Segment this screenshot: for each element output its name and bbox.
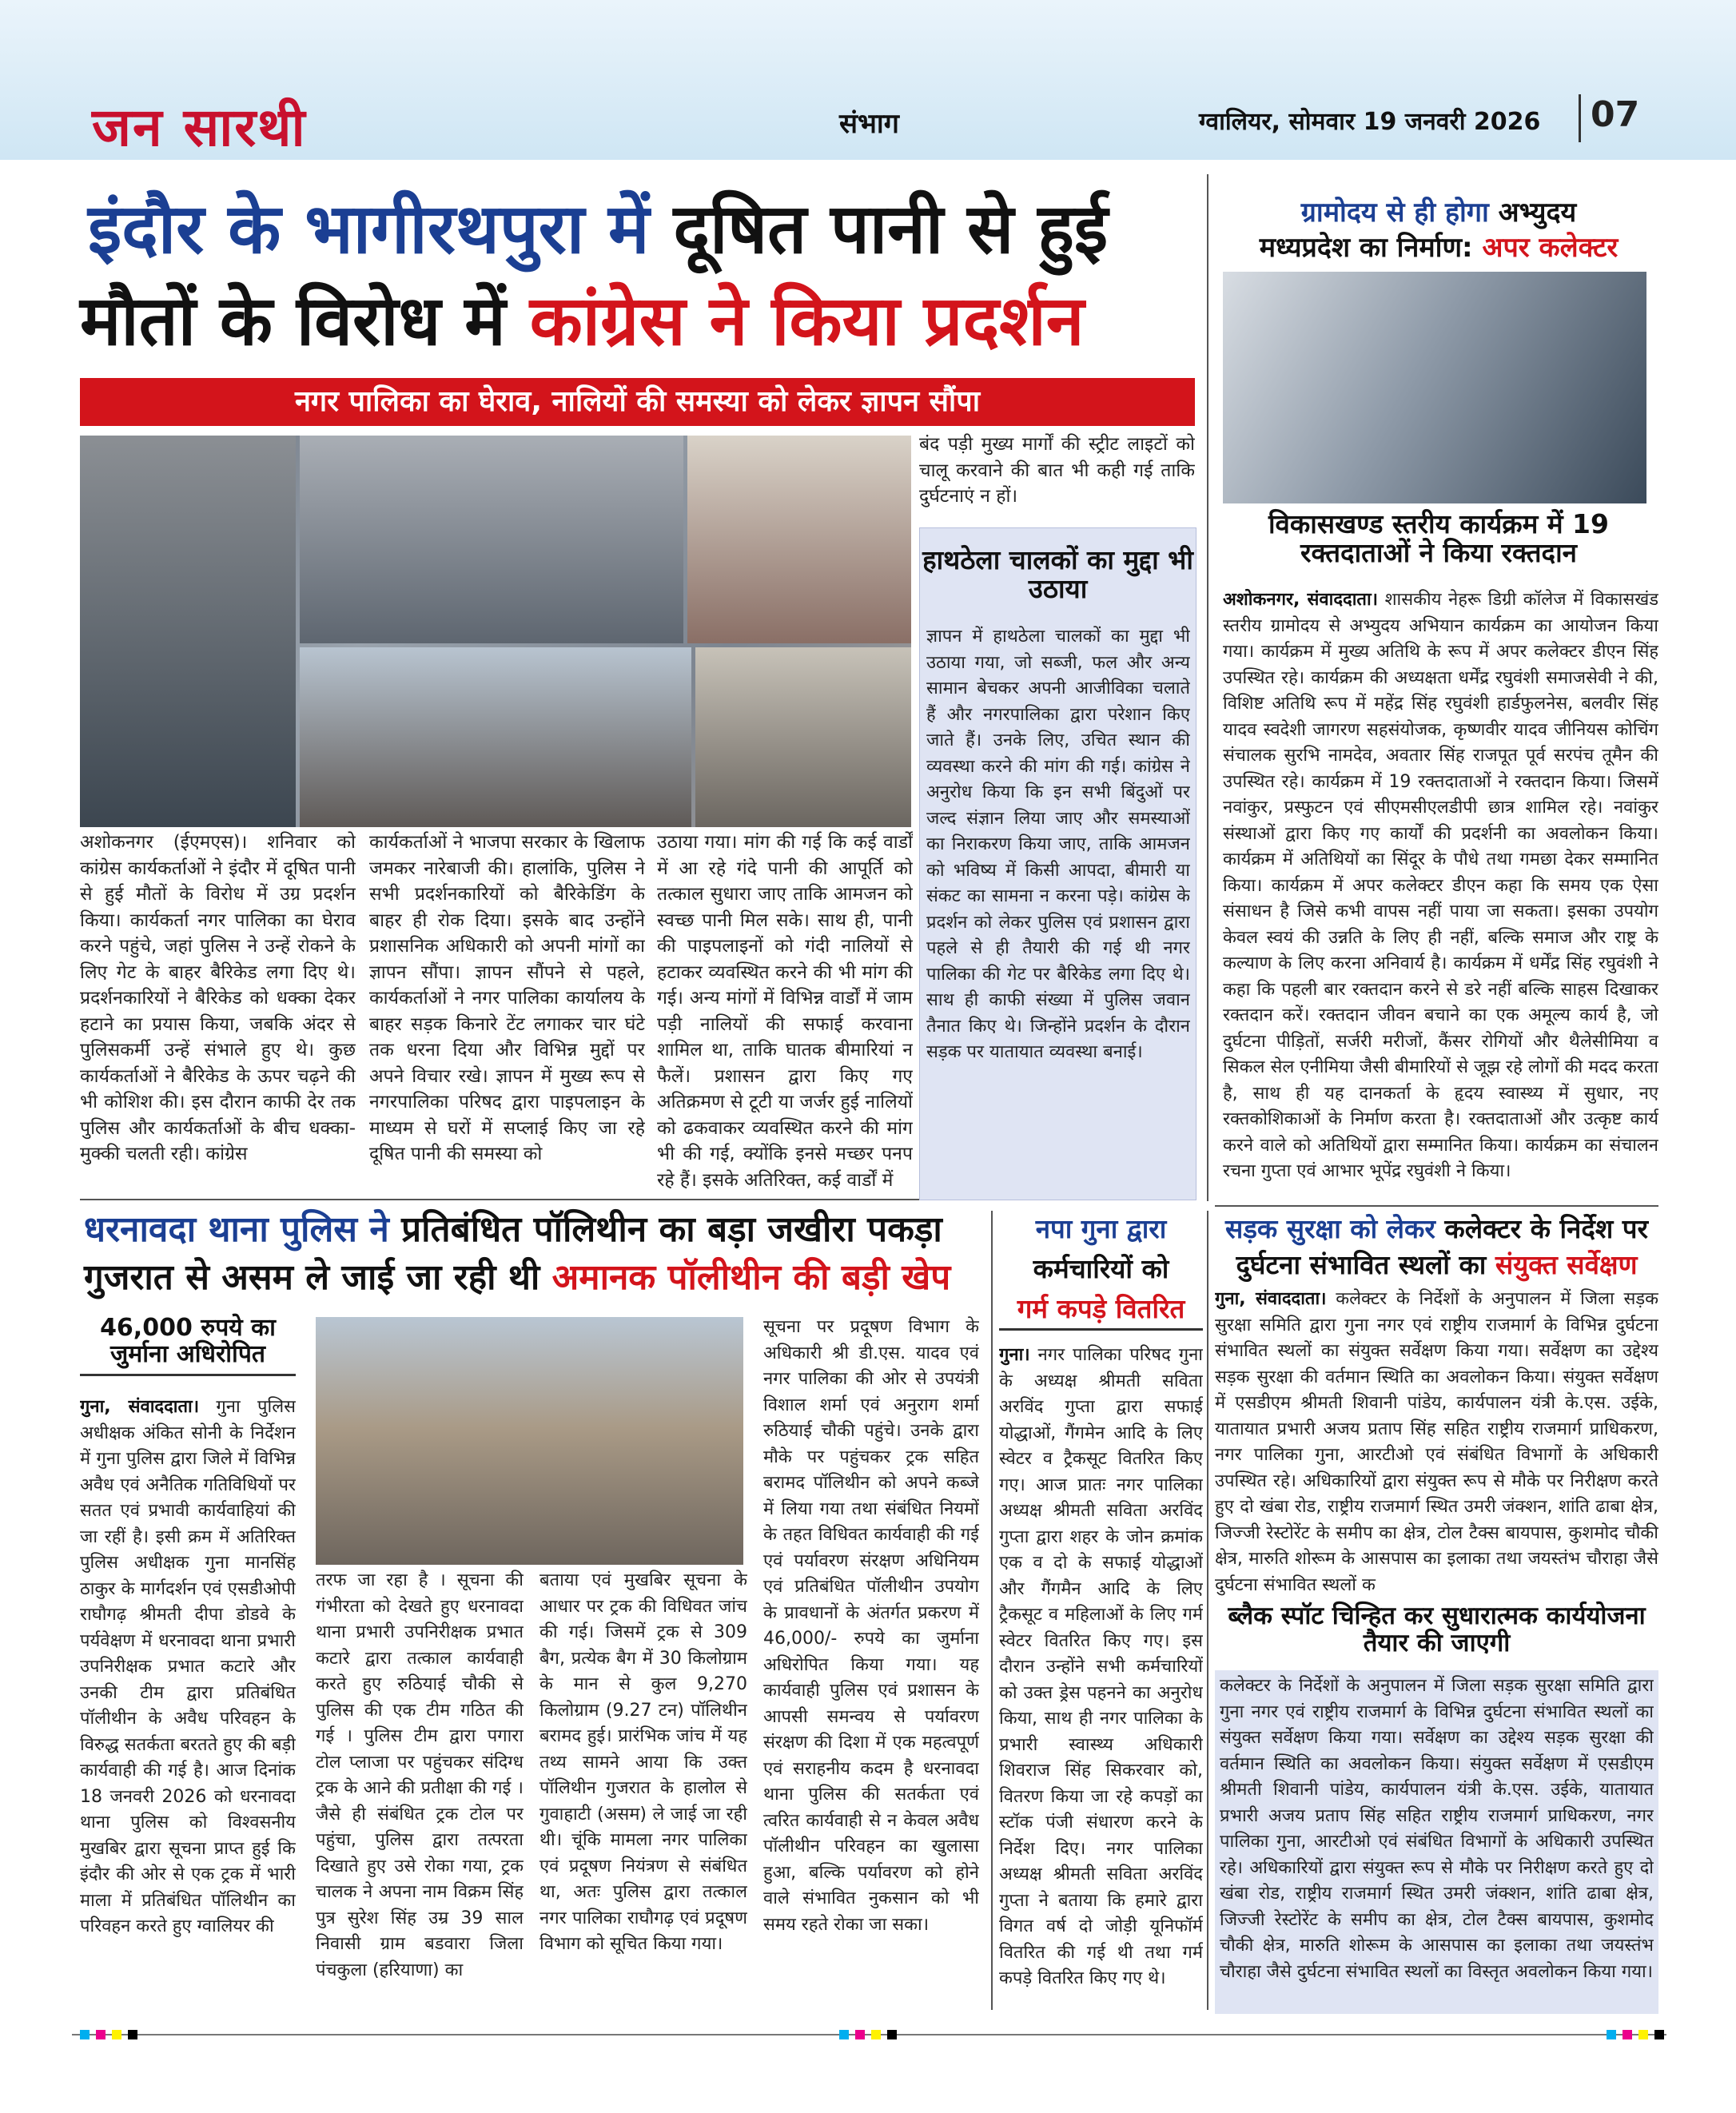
polythene-col-1-text: गुना पुलिस अधीक्षक अंकित सोनी के निर्देशन में गुना पुलिस द्वारा जिले में विभिन्न अवैध एवं अनैतिक गतिविधियों पर सतत एवं प्रभावी कार्यवाहियां की जा रहीं है। इसी क्रम में अतिरिक्त पुलिस अधीक्षक गुना मानसिंह ठाकुर के मार्गदर्शन एवं एसडीओपी राघौगढ़ श्रीमती दीपा डोडवे के पर्यवेक्षण में धरनावदा थाना प्रभारी उपनिरीक्षक प्रभात कटारे और उनकी टीम द्वारा प्रतिबंधित पॉलीथीन के अवैध परिवहन के विरुद्ध सतर्कता बरतते हुए की बड़ी कार्यवाही की गई है। आज दिनांक 18 जनवरी 2026 को धरनावदा थाना पुलिस को विश्वसनीय मुखबिर द्वारा सूचना प्राप्त हुई कि इंदौर की ओर से एक ट्रक में भारी माला में प्रतिबंधित पॉलिथीन का परिवहन करते हुए ग्वालियर की [80, 1397, 296, 1936]
right-headline-part: मध्यप्रदेश का निर्माण: [1259, 232, 1473, 264]
yellow-mark [112, 2030, 121, 2039]
road-safety-body [1215, 1287, 1658, 1598]
road-safety-headline-2 [1215, 1251, 1658, 1279]
lead-photo [80, 436, 911, 827]
blood-donation-photo [1223, 272, 1646, 503]
blood-donation-caption: विकासखण्ड स्तरीय कार्यक्रम में 19 रक्तदाताओं ने किया रक्तदान [1268, 508, 1609, 569]
magenta-mark [1623, 2030, 1632, 2039]
napa-headline-3: गर्म कपड़े वितरित [999, 1295, 1203, 1331]
fine-title: 46,000 रुपये का जुर्माना अधिरोपित [80, 1315, 296, 1376]
column-divider [1207, 1211, 1208, 2010]
page-divider [1579, 94, 1581, 142]
truck-photo [316, 1317, 743, 1565]
sidebar-box [919, 527, 1196, 1200]
right-headline-part: अभ्युदय [1498, 197, 1577, 229]
road-headline-part: दुर्घटना संभावित स्थलों का [1236, 1249, 1487, 1280]
road-safety-dateline: गुना, संवाददाता। [1215, 1289, 1327, 1309]
polythene-headline-2 [84, 1259, 987, 1297]
lead-col-1: अशोकनगर (ईएमएस)। शनिवार को कांग्रेस कार्यकर्ताओं ने इंदौर में दूषित पानी से हुई मौतों के विरोध में उग्र प्रदर्शन किया। कार्यकर्ता नगर पालिका का घेराव करने पहुंचे, जहां पुलिस ने उन्हें रोकने के लिए गेट के बाहर बैरिकेड लगा दिए थे। प्रदर्शनकारियों ने बैरिकेड को धक्का देकर हटाने का प्रयास किया, जबकि अंदर से पुलिसकर्मी उन्हें संभाले हुए थे। कुछ कार्यकर्ताओं ने बैरिकेड के ऊपर चढ़ने की भी कोशिश की। इस दौरान काफी देर तक पुलिस और कार्यकर्ताओं के बीच धक्का-मुक्की चलती रही। कांग्रेस [80, 832, 356, 1164]
photo-crowd [300, 436, 683, 643]
photo-memorandum [300, 647, 691, 827]
blood-donation-text: शासकीय नेहरू डिग्री कॉलेज में विकासखंड स्तरीय ग्रामोदय से अभ्युदय अभियान कार्यक्रम का आयोजन किया गया। कार्यक्रम में मुख्य अतिथि के रूप में अपर कलेक्टर डीएन सिंह उपस्थित रहे। कार्यक्रम की अध्यक्षता धर्मेंद्र रघुवंशी समाजसेवी ने की, विशिष्ट अतिथि रूप में महेंद्र सिंह रघुवंशी हार्डफुलनेस, बलवीर सिंह यादव स्वदेशी जागरण सहसंयोजक, कृष्णवीर यादव जीनियस कोचिंग संचालक सुरभि नामदेव, अवतार सिंह राजपूत पूर्व सरपंच तूमैन की उपस्थित रहे। कार्यक्रम में 19 रक्तदाताओं ने रक्तदान किया। जिसमें नवांकुर, प्रस्फुटन एवं सीएमसीएलडीपी छात्र शामिल रहे। नवांकुर संस्थाओं द्वारा किए गए कार्यों की प्रदर्शनी का अवलोकन किया। कार्यक्रम में अतिथियों का सिंदूर के पौधे तथा गमछा देकर सम्मानित किया। कार्यक्रम में अपर कलेक्टर डीएन कहा कि समय एक ऐसा संसाधन है जिसे कभी वापस नहीं पाया जा सकता। इसका उपयोग केवल स्वयं की उन्नति के लिए ही नहीं, बल्कि समाज और राष्ट्र के कल्याण के लिए करना अनिवार्य है। कार्यक्रम में धर्मेंद्र सिंह रघुवंशी ने कहा कि पहली बार रक्तदान करने से डरे नहीं बल्कि साहस दिखाकर रक्तदान करें। रक्तदान जीवन बचाने का एक अमूल्य कार्य है, जो दुर्घटना पीड़ितों, सर्जरी मरीजों, कैंसर रोगियों और थैलेसीमिया व सिकल सेल एनीमिया जैसी बीमारियों से जूझ रहे लोगों की मदद करता है, साथ ही यह दानकर्ता के हृदय स्वास्थ्य में सुधार, नए रक्तकोशिकाओं के निर्माण करता है। रक्तदाताओं और उत्कृष्ट कार्य करने वाले को अतिथियों द्वारा सम्मानित किया। कार्यक्रम का संचालन रचना गुप्ता एवं आभार भूपेंद्र रघुवंशी ने किया। [1223, 590, 1658, 1181]
right-headline-part: ग्रामोदय से ही होगा [1300, 197, 1489, 229]
black-mark [128, 2030, 137, 2039]
napa-headline-1: नपा गुना द्वारा [1035, 1213, 1167, 1244]
polythene-col-1 [80, 1395, 296, 2018]
right-headline-part: अपर कलेक्टर [1482, 232, 1619, 264]
lead-col-2: कार्यकर्ताओं ने भाजपा सरकार के खिलाफ जमकर नारेबाजी की। हालांकि, पुलिस ने सभी प्रदर्शनकारियों को बैरिकेडिंग के बाहर ही रोक दिया। इसके बाद उन्होंने प्रशासनिक अधिकारी को अपनी मांगों का ज्ञापन सौंपा। ज्ञापन सौंपने से पहले, कार्यकर्ताओं ने नगर पालिका कार्यालय के बाहर सड़क किनारे टेंट लगाकर चार घंटे तक धरना दिया और विभिन्न मुद्दों पर अपने विचार रखे। ज्ञापन में मुख्य रूप से नगरपालिका परिषद द्वारा पाइपलाइन के माध्यम से घरों में सप्लाई किए जा रहे दूषित पानी की समस्या को [369, 832, 645, 1164]
lead-headline-line2 [80, 281, 1207, 361]
magenta-mark [96, 2030, 106, 2039]
black-spot-body: कलेक्टर के निर्देशों के अनुपालन में जिला सड़क सुरक्षा समिति द्वारा गुना नगर एवं राष्ट्रीय राजमार्ग के विभिन्न दुर्घटना संभावित स्थलों का संयुक्त सर्वेक्षण किया गया। सर्वेक्षण का उद्देश्य सड़क सुरक्षा की वर्तमान स्थिति का अवलोकन किया। संयुक्त सर्वेक्षण में एसडीएम श्रीमती शिवानी पांडेय, कार्यपालन यंत्री के.एस. उईके, यातायात प्रभारी अजय प्रताप सिंह सहित राष्ट्रीय राजमार्ग प्राधिकरण, नगर पालिका गुना, आरटीओ एवं संबंधित विभागों के अधिकारी उपस्थित रहे। अधिकारियों द्वारा संयुक्त रूप से मौके पर निरीक्षण करते हुए दो खंबा रोड, राष्ट्रीय राजमार्ग स्थित उमरी जंक्शन, शांति ढाबा क्षेत्र, जिज्जी रेस्टोरेंट के समीप का क्षेत्र, टोल टैक्स बायपास, कुशमोद चौकी क्षेत्र, मारुति शोरूम के आसपास का इलाका तथा जयस्तंभ चौराहा जैसे दुर्घटना संभावित स्थलों का विस्तृत अवलोकन किया गया। [1220, 1676, 1654, 1982]
printer-marks [839, 2030, 897, 2039]
page-number: 07 [1591, 94, 1640, 135]
black-spot-box [1215, 1670, 1658, 2014]
polythene-headline-part: गुजरात से असम ले जाई जा रही थी [84, 1257, 540, 1298]
lead-headline-part: दूषित पानी से हुई [673, 189, 1109, 269]
polythene-headline-part: धरनावदा थाना पुलिस ने [84, 1209, 389, 1250]
road-safety-text: कलेक्टर के निर्देशों के अनुपालन में जिला सड़क सुरक्षा समिति द्वारा गुना नगर एवं राष्ट्रीय राजमार्ग के विभिन्न दुर्घटना संभावित स्थलों का संयुक्त सर्वेक्षण किया गया। सर्वेक्षण का उद्देश्य सड़क सुरक्षा की वर्तमान स्थिति का अवलोकन किया। संयुक्त सर्वेक्षण में एसडीएम श्रीमती शिवानी पांडेय, कार्यपालन यंत्री के.एस. उईके, यातायात प्रभारी अजय प्रताप सिंह सहित राष्ट्रीय राजमार्ग प्राधिकरण, नगर पालिका गुना, आरटीओ एवं संबंधित विभागों के अधिकारी उपस्थित रहे। अधिकारियों द्वारा संयुक्त रूप से मौके पर निरीक्षण करते हुए दो खंबा रोड, राष्ट्रीय राजमार्ग स्थित उमरी जंक्शन, शांति ढाबा क्षेत्र, जिज्जी रेस्टोरेंट के समीप का क्षेत्र, टोल टैक्स बायपास, कुशमोद चौकी क्षेत्र, मारुति शोरूम के आसपास का इलाका तथा जयस्तंभ चौराहा जैसे दुर्घटना संभावित स्थलों क [1215, 1289, 1658, 1595]
cyan-mark [80, 2030, 90, 2039]
column-divider [991, 1211, 993, 2010]
polythene-headline-part: अमानक पॉलीथीन की बड़ी खेप [551, 1257, 951, 1298]
masthead-dateline: ग्वालियर, सोमवार 19 जनवरी 2026 [1199, 108, 1541, 136]
napa-dateline: गुना। [999, 1345, 1030, 1365]
row-divider [1215, 1205, 1658, 1207]
newspaper-logo: जन सारथी [92, 96, 307, 158]
column-divider [1207, 174, 1208, 1201]
lead-headline-part: मौतों के विरोध में [80, 281, 506, 361]
road-safety-headline-1 [1215, 1215, 1658, 1244]
right-headline-2 [1223, 233, 1654, 263]
cyan-mark [1607, 2030, 1616, 2039]
yellow-mark [871, 2030, 881, 2039]
blood-donation-body [1223, 587, 1658, 1203]
polythene-headline-part: प्रतिबंधित पॉलिथीन का बड़ा जखीरा पकड़ा [401, 1209, 942, 1250]
road-headline-part: सड़क सुरक्षा को लेकर [1224, 1213, 1435, 1244]
polythene-col-2: तरफ जा रहा है । सूचना की गंभीरता को देखते हुए धरनावदा थाना प्रभारी उपनिरीक्षक प्रभात कटारे द्वारा तत्काल कार्यवाही करते हुए रुठियाई चौकी से पुलिस की एक टीम गठित की गई । पुलिस टीम द्वारा पगारा टोल प्लाजा पर पहुंचकर संदिग्ध ट्रक के आने की प्रतीक्षा की गई । जैसे ही संबंधित ट्रक टोल पर पहुंचा, पुलिस द्वारा तत्परता दिखाते हुए उसे रोका गया, ट्रक चालक ने अपना नाम विक्रम सिंह पुत्र सुरेश सिंह उम्र 39 साल निवासी ग्राम बडवारा जिला पंचकुला (हरियाणा) का [316, 1570, 524, 1980]
sidebar-body: ज्ञापन में हाथठेला चालकों का मुद्दा भी उठाया गया, जो सब्जी, फल और अन्य सामान बेचकर अपनी आजीविका चलाते हैं और नगरपालिका द्वारा परेशान किए जाते हैं। उनके लिए, उचित स्थान की व्यवस्था करने की मांग की गई। कांग्रेस ने अनुरोध किया कि इन सभी बिंदुओं पर जल्द संज्ञान लिया जाए और समस्याओं का निराकरण किया जाए, ताकि आमजन को भविष्य में किसी आपदा, बीमारी या संकट का सामना न करना पड़े। कांग्रेस के प्रदर्शन को लेकर पुलिस एवं प्रशासन द्वारा पहले से ही तैयारी की गई थी नगर पालिका की गेट पर बैरिकेड लगा दिए थे। साथ ही काफी संख्या में पुलिस जवान तैनात किए थे। जिन्होंने प्रदर्शन के दौरान सड़क पर यातायात व्यवस्था बनाई। [926, 627, 1190, 1062]
polythene-col-4: सूचना पर प्रदूषण विभाग के अधिकारी श्री डी.एस. यादव एवं नगर पालिका की ओर से उपयंत्री विशाल शर्मा एवं अनुराग शर्मा रुठियाई चौकी पहुंचे। उनके द्वारा मौके पर पहुंचकर ट्रक सहित बरामद पॉलिथीन को अपने कब्जे में लिया गया तथा संबंधित नियमों के तहत विधिवत कार्यवाही की गई एवं पर्यावरण संरक्षण अधिनियम एवं प्रतिबंधित पॉलीथीन उपयोग के प्रावधानों के अंतर्गत प्रकरण में 46,000/- रुपये का जुर्माना अधिरोपित किया गया। यह कार्यवाही पुलिस एवं प्रशासन के आपसी समन्वय से पर्यावरण संरक्षण की दिशा में एक महत्वपूर्ण एवं सराहनीय कदम है धरनावदा थाना पुलिस की सतर्कता एवं त्वरित कार्यवाही से न केवल अवैध पॉलीथीन परिवहन का खुलासा हुआ, बल्कि पर्यावरण को होने वाले संभावित नुकसान को भी समय रहते रोका जा सका। [763, 1317, 979, 1935]
magenta-mark [855, 2030, 865, 2039]
yellow-mark [1638, 2030, 1648, 2039]
blood-donation-dateline: अशोकनगर, संवाददाता। [1223, 590, 1378, 610]
sidebar-title: हाथठेला चालकों का मुद्दा भी उठाया [922, 544, 1193, 605]
lead-headline-part: कांग्रेस ने किया प्रदर्शन [529, 281, 1085, 361]
road-headline-part: कलेक्टर के निर्देश पर [1444, 1213, 1649, 1244]
photo-sitting [695, 647, 911, 827]
road-headline-part: संयुक्त सर्वेक्षण [1495, 1249, 1638, 1280]
photo-tent [687, 436, 911, 643]
polythene-col-3: बताया एवं मुखबिर सूचना के आधार पर ट्रक की विधिवत जांच की गई। जिसमें ट्रक से 309 बैग, प्रत्येक बैग में 30 किलोग्राम के मान से कुल 9,270 किलोग्राम (9.27 टन) पॉलिथीन बरामद हुई। प्रारंभिक जांच में यह तथ्य सामने आया कि उक्त पॉलिथीन गुजरात के हालोल से गुवाहाटी (असम) ले जाई जा रही थी। चूंकि मामला नगर पालिका एवं प्रदूषण नियंत्रण से संबंधित था, अतः पुलिस द्वारा तत्काल नगर पालिका राघौगढ़ एवं प्रदूषण विभाग को सूचित किया गया। [540, 1570, 747, 1954]
polythene-headline-1 [84, 1211, 987, 1249]
polythene-dateline: गुना, संवाददाता। [80, 1397, 200, 1417]
lead-headline-part: इंदौर के भागीरथपुरा में [88, 189, 650, 269]
napa-text: नगर पालिका परिषद गुना के अध्यक्ष श्रीमती सविता अरविंद गुप्ता द्वारा सफाई योद्धाओं, गैंगमेन आदि के लिए स्वेटर व ट्रैकसूट वितरित किए गए। आज प्रातः नगर पालिका अध्यक्ष श्रीमती सविता अरविंद गुप्ता द्वारा शहर के जोन क्रमांक एक व दो के सफाई योद्धाओं और गैंगमैन आदि के लिए ट्रैकसूट व महिलाओं के लिए गर्म स्वेटर वितरित किए गए। इस दौरान उन्होंने सभी कर्मचारियों को उक्त ड्रेस पहनने का अनुरोध किया, साथ ही नगर पालिका के प्रभारी स्वास्थ्य अधिकारी शिवराज सिंह सिकरवार को, वितरण किया जा रहे कपड़ों का स्टॉक पंजी संधारण करने के निर्देश दिए। नगर पालिका अध्यक्ष श्रीमती सविता अरविंद गुप्ता ने बताया कि हमारे द्वारा विगत वर्ष दो जोड़ी यूनिफॉर्म वितरित की गई थी तथा गर्म कपड़े वितरित किए गए थे। [999, 1345, 1203, 1988]
photo-police [80, 436, 296, 827]
printer-marks [80, 2030, 137, 2039]
right-headline-1 [1223, 198, 1654, 228]
black-mark [887, 2030, 897, 2039]
lead-top-right-text: बंद पड़ी मुख्य मार्गों की स्ट्रीट लाइटों को चालू करवाने की बात भी कही गई ताकि दुर्घटनाएं न हों। [919, 434, 1195, 507]
black-mark [1654, 2030, 1664, 2039]
printer-marks [1607, 2030, 1664, 2039]
napa-headline-2: कर्मचारियों को [1033, 1253, 1169, 1284]
lead-subhead: नगर पालिका का घेराव, नालियों की समस्या को लेकर ज्ञापन सौंपा [80, 378, 1195, 426]
napa-body [999, 1343, 1203, 2014]
cyan-mark [839, 2030, 849, 2039]
section-name: संभाग [839, 108, 899, 140]
black-spot-subtitle: ब्लैक स्पॉट चिन्हित कर सुधारात्मक कार्ययोजना तैयार की जाएगी [1228, 1602, 1646, 1658]
lead-col-3: उठाया गया। मांग की गई कि कई वार्डों में आ रहे गंदे पानी की आपूर्ति को तत्काल सुधारा जाए ताकि आमजन को स्वच्छ पानी मिल सके। साथ ही, पानी की पाइपलाइनों को गंदी नालियों से हटाकर व्यवस्थित करने की भी मांग की गई। अन्य मांगों में विभिन्न वार्डों में जाम पड़ी नालियों की सफाई करवाना शामिल था, ताकि घातक बीमारियां न फैलें। प्रशासन द्वारा किए गए अतिक्रमण से टूटी या जर्जर हुई नालियों को ढकवाकर व्यवस्थित करने की मांग भी की गई, क्योंकि इनसे मच्छर पनप रहे हैं। इसके अतिरिक्त, कई वार्डों में [657, 832, 913, 1191]
lead-headline-line1 [88, 189, 1207, 269]
